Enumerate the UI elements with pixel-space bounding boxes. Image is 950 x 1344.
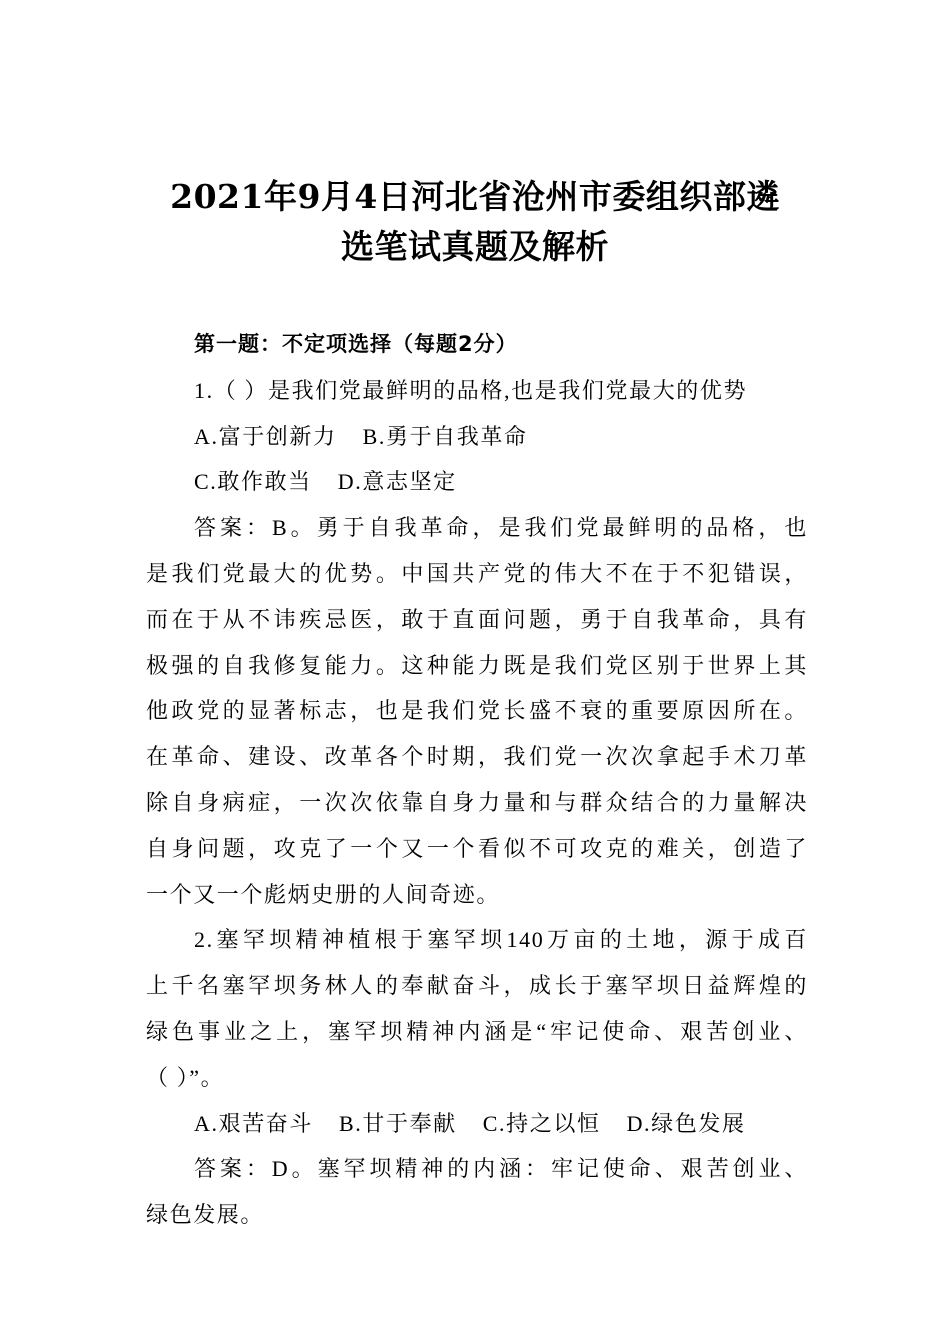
- question-1-answer-line: 是我们党最大的优势。中国共产党的伟大不在于不犯错误，: [146, 560, 808, 586]
- title-line-1: 2021年9月4日河北省沧州市委组织部遴: [170, 177, 780, 216]
- question-1-answer-line: 答案：B。勇于自我革命，是我们党最鲜明的品格，也: [194, 515, 808, 541]
- question-1-answer-line: 一个又一个彪炳史册的人间奇迹。: [146, 881, 501, 907]
- question-2-option-d: D.绿色发展: [626, 1110, 746, 1136]
- question-1-options-ab: [146, 414, 808, 460]
- document-body: [146, 322, 808, 1238]
- question-1-stem: 1.（ ）是我们党最鲜明的品格,也是我们党最大的优势: [194, 377, 748, 403]
- question-2-stem-line: 上千名塞罕坝务林人的奉献奋斗，成长于塞罕坝日益辉煌的: [146, 973, 808, 999]
- question-2-option-a: A.艰苦奋斗: [194, 1110, 313, 1136]
- question-1-option-a: A.富于创新力: [194, 423, 337, 449]
- question-2-stem-line: 2.塞罕坝精神植根于塞罕坝140万亩的土地，源于成百: [194, 927, 808, 953]
- question-2-answer-line: 绿色发展。: [146, 1202, 265, 1228]
- question-1-answer-line: 除自身病症，一次次依靠自身力量和与群众结合的力量解决: [146, 789, 808, 815]
- question-1-answer-line: 自身问题，攻克了一个又一个看似不可攻克的难关，创造了: [146, 835, 808, 861]
- question-2-option-c: C.持之以恒: [482, 1110, 601, 1136]
- question-1-options-cd: [146, 459, 808, 505]
- section-heading: 第一题：不定项选择（每题2分）: [194, 332, 518, 356]
- question-1-option-b: B.勇于自我革命: [362, 423, 528, 449]
- question-1-answer-line: 他政党的显著标志，也是我们党长盛不衰的重要原因所在。: [146, 698, 808, 724]
- document-title: [145, 172, 805, 272]
- question-1-answer-line: 而在于从不讳疾忌医，敢于直面问题，勇于自我革命，具有: [146, 606, 808, 632]
- question-1-option-d: D.意志坚定: [337, 469, 457, 495]
- question-2-answer-line: 答案：D。塞罕坝精神的内涵：牢记使命、艰苦创业、: [194, 1156, 808, 1182]
- question-2-option-b: B.甘于奉献: [339, 1110, 457, 1136]
- title-line-2: 选笔试真题及解析: [341, 227, 609, 266]
- question-2-stem-line: （ ）”。: [146, 1064, 225, 1090]
- question-1-option-c: C.敢作敢当: [194, 469, 312, 495]
- question-1-answer-line: 极强的自我修复能力。这种能力既是我们党区别于世界上其: [146, 652, 808, 678]
- question-2-options: [146, 1101, 808, 1147]
- question-2-stem-line: 绿色事业之上，塞罕坝精神内涵是“牢记使命、艰苦创业、: [146, 1018, 808, 1044]
- question-1-answer-line: 在革命、建设、改革各个时期，我们党一次次拿起手术刀革: [146, 744, 808, 770]
